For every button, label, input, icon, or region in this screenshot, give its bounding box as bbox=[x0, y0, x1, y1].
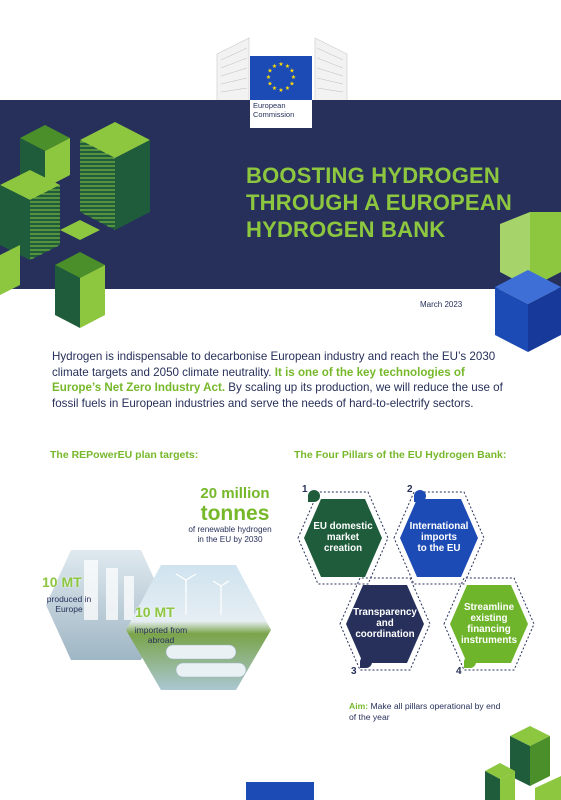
logo-text-line1: European bbox=[253, 101, 286, 110]
cube-pattern-bottom bbox=[470, 716, 561, 800]
pillar-1-line3: creation bbox=[323, 543, 363, 554]
imported-note-line2: abroad bbox=[147, 635, 175, 645]
svg-text:★: ★ bbox=[265, 74, 272, 81]
pillar-2-line1: International bbox=[409, 521, 469, 532]
pillar-4-line1: Streamline bbox=[463, 602, 515, 613]
total-note-line1: of renewable hydrogen bbox=[188, 525, 272, 534]
intro-highlight: It is one of the key technologies of Europe’s Net Zero Industry Act. bbox=[52, 365, 465, 394]
logo-text bbox=[253, 101, 311, 119]
svg-text:★: ★ bbox=[289, 67, 295, 75]
intro-paragraph bbox=[52, 349, 512, 411]
pillar-4-line2: existing bbox=[470, 613, 508, 624]
svg-text:★: ★ bbox=[271, 85, 278, 92]
pillar-number-2: 2 bbox=[407, 484, 413, 495]
svg-text:★: ★ bbox=[271, 63, 278, 70]
domestic-note-line1: produced in bbox=[46, 594, 92, 604]
pillar-2-line3: to the EU bbox=[417, 543, 461, 554]
imported-note-line1: imported from bbox=[134, 625, 188, 635]
pillar-number-1: 1 bbox=[302, 484, 308, 495]
aim-label: Aim: bbox=[349, 701, 369, 711]
total-target-note bbox=[160, 525, 300, 545]
pillar-3-line1: Transparency bbox=[353, 607, 417, 618]
pillar-3-label bbox=[346, 607, 424, 640]
pillar-number-4: 4 bbox=[456, 666, 462, 677]
cube-pattern-left bbox=[0, 100, 160, 330]
title-line3: HYDROGEN BANK bbox=[246, 217, 446, 242]
svg-text:★: ★ bbox=[284, 85, 291, 92]
total-note-line2: in the EU by 2030 bbox=[197, 535, 263, 544]
intro-text-part2: By scaling up its production, we will reduce the use of fossil fuels in European industries and serve the needs of hard-to-electrify sectors. bbox=[52, 381, 503, 410]
pillar-1-label bbox=[304, 521, 382, 554]
targets-heading: The REPowerEU plan targets: bbox=[50, 449, 199, 461]
domestic-target-note bbox=[38, 594, 100, 614]
pillars-diagram bbox=[290, 478, 555, 688]
pillar-2-label bbox=[400, 521, 478, 554]
pillar-4-label bbox=[450, 602, 528, 646]
pillar-3-line2: and bbox=[376, 618, 394, 629]
intro-text-part1: Hydrogen is indispensable to decarbonise European industry and reach the EU’s 2030 climate targets and 2050 climate neutrality. bbox=[52, 350, 496, 379]
pillar-number-3: 3 bbox=[351, 666, 357, 677]
pillar-2-line2: imports bbox=[421, 532, 457, 543]
pillar-3-line3: coordination bbox=[355, 629, 415, 640]
total-target bbox=[180, 484, 290, 524]
pillar-1-line2: market bbox=[326, 532, 360, 543]
bottom-blue-bar bbox=[246, 782, 314, 800]
imported-target-note bbox=[125, 625, 197, 645]
pillar-4-line4: instruments bbox=[460, 635, 518, 646]
imported-target-value: 10 MT bbox=[135, 604, 175, 620]
pillar-4-line3: financing bbox=[467, 624, 511, 635]
pillars-heading: The Four Pillars of the EU Hydrogen Bank: bbox=[294, 449, 507, 461]
aim-text: Make all pillars operational by end of the year bbox=[349, 701, 501, 722]
svg-text:★: ★ bbox=[278, 87, 284, 94]
pillar-1-line1: EU domestic bbox=[313, 521, 373, 532]
svg-text:★: ★ bbox=[267, 80, 273, 88]
svg-text:★: ★ bbox=[267, 67, 273, 75]
svg-text:★: ★ bbox=[289, 80, 295, 88]
total-target-unit: tonnes bbox=[200, 502, 270, 525]
eu-flag-icon bbox=[250, 56, 312, 100]
page-title bbox=[246, 162, 546, 243]
total-target-number: 20 million bbox=[200, 485, 270, 502]
pillars-hexagons bbox=[290, 478, 555, 688]
svg-text:★: ★ bbox=[284, 63, 291, 70]
domestic-target-value: 10 MT bbox=[42, 574, 82, 590]
title-line2: THROUGH A EUROPEAN bbox=[246, 190, 512, 215]
publication-date: March 2023 bbox=[420, 300, 463, 309]
svg-text:★: ★ bbox=[290, 74, 297, 81]
domestic-note-line2: Europe bbox=[55, 604, 83, 614]
title-line1: BOOSTING HYDROGEN bbox=[246, 163, 500, 188]
logo-text-line2: Commission bbox=[253, 110, 295, 119]
svg-text:★: ★ bbox=[278, 61, 284, 68]
